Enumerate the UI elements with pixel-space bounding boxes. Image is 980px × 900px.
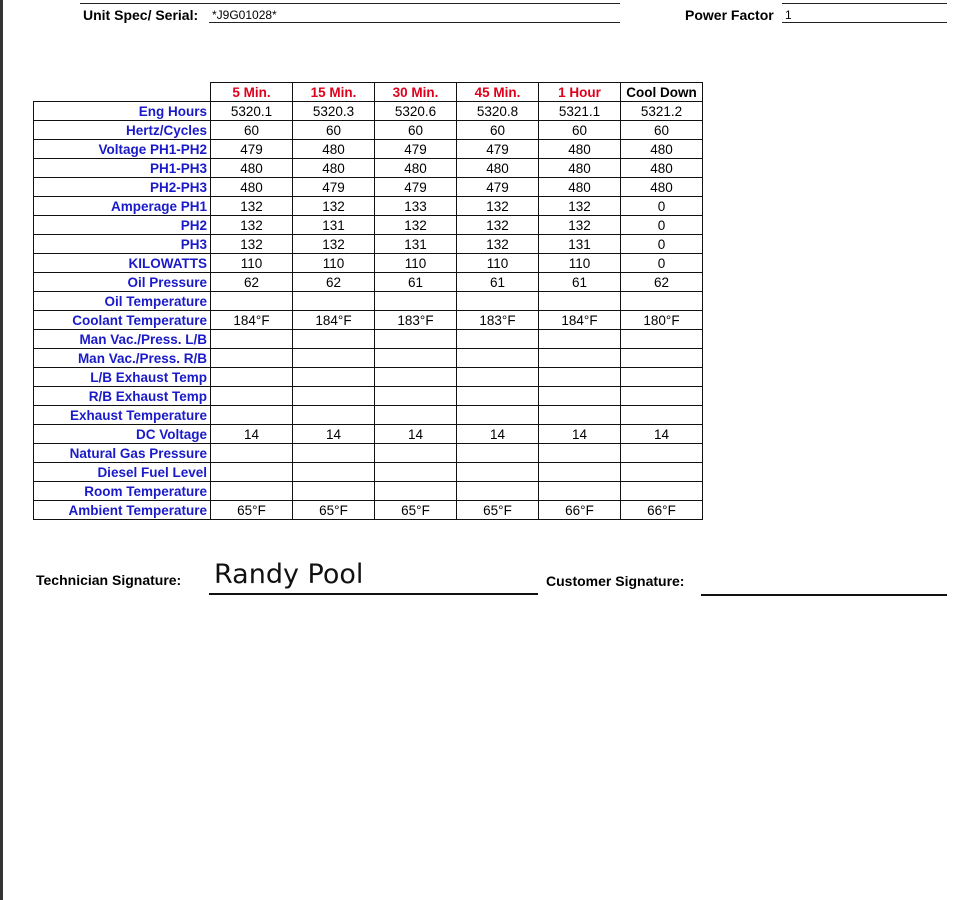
row-label: Diesel Fuel Level — [34, 463, 211, 482]
table-cell: 132 — [539, 216, 621, 235]
table-cell: 5321.1 — [539, 102, 621, 121]
table-cell: 5321.2 — [621, 102, 703, 121]
column-header: 15 Min. — [293, 83, 375, 102]
table-cell: 5320.1 — [211, 102, 293, 121]
table-cell: 65°F — [457, 501, 539, 520]
row-label: Room Temperature — [34, 482, 211, 501]
column-header: Cool Down — [621, 83, 703, 102]
table-cell: 480 — [293, 159, 375, 178]
table-cell — [539, 292, 621, 311]
table-cell — [293, 444, 375, 463]
table-cell — [375, 349, 457, 368]
table-cell: 110 — [293, 254, 375, 273]
table-cell — [375, 444, 457, 463]
column-header: 5 Min. — [211, 83, 293, 102]
table-cell: 132 — [457, 197, 539, 216]
table-cell: 65°F — [375, 501, 457, 520]
table-cell — [539, 406, 621, 425]
table-row — [34, 216, 703, 235]
table-cell — [539, 444, 621, 463]
technician-signature: Randy Pool — [214, 559, 364, 590]
table-cell: 110 — [457, 254, 539, 273]
table-cell — [457, 463, 539, 482]
row-label: Man Vac./Press. L/B — [34, 330, 211, 349]
table-row — [34, 273, 703, 292]
table-cell: 132 — [293, 235, 375, 254]
table-cell — [539, 482, 621, 501]
table-cell — [457, 349, 539, 368]
table-cell: 480 — [375, 159, 457, 178]
table-cell: 132 — [211, 216, 293, 235]
table-cell — [375, 463, 457, 482]
table-cell: 480 — [539, 140, 621, 159]
table-row — [34, 406, 703, 425]
table-cell — [539, 387, 621, 406]
table-cell — [457, 482, 539, 501]
table-cell: 180°F — [621, 311, 703, 330]
table-cell: 479 — [457, 178, 539, 197]
top-rule-left — [80, 3, 620, 4]
table-cell — [293, 463, 375, 482]
row-label: Amperage PH1 — [34, 197, 211, 216]
table-cell — [457, 406, 539, 425]
row-label: Voltage PH1-PH2 — [34, 140, 211, 159]
table-cell — [293, 292, 375, 311]
unit-spec-value: *J9G01028* — [209, 7, 620, 23]
table-cell — [539, 463, 621, 482]
table-cell: 131 — [539, 235, 621, 254]
row-label: KILOWATTS — [34, 254, 211, 273]
table-cell — [457, 387, 539, 406]
table-cell: 480 — [211, 178, 293, 197]
table-cell: 480 — [539, 159, 621, 178]
table-cell: 61 — [375, 273, 457, 292]
table-cell: 132 — [211, 197, 293, 216]
power-factor-value: 1 — [782, 7, 947, 23]
row-label: DC Voltage — [34, 425, 211, 444]
table-cell: 479 — [457, 140, 539, 159]
unit-spec-label: Unit Spec/ Serial: — [83, 7, 199, 23]
row-label: PH1-PH3 — [34, 159, 211, 178]
table-cell — [457, 292, 539, 311]
table-row — [34, 463, 703, 482]
table-cell: 14 — [375, 425, 457, 444]
table-row — [34, 368, 703, 387]
table-cell: 65°F — [211, 501, 293, 520]
table-cell — [211, 406, 293, 425]
page-left-border — [0, 0, 3, 900]
table-cell — [211, 463, 293, 482]
table-cell: 131 — [375, 235, 457, 254]
table-row — [34, 102, 703, 121]
table-cell: 110 — [539, 254, 621, 273]
table-cell — [293, 330, 375, 349]
table-cell: 480 — [211, 159, 293, 178]
table-cell — [621, 406, 703, 425]
table-cell: 60 — [539, 121, 621, 140]
row-label: L/B Exhaust Temp — [34, 368, 211, 387]
table-cell: 14 — [457, 425, 539, 444]
table-cell — [211, 368, 293, 387]
generator-readings-table — [33, 82, 703, 520]
row-label: Coolant Temperature — [34, 311, 211, 330]
table-cell: 480 — [457, 159, 539, 178]
table-cell: 0 — [621, 197, 703, 216]
table-cell: 5320.3 — [293, 102, 375, 121]
table-row — [34, 425, 703, 444]
table-header-row — [34, 83, 703, 102]
row-label: PH2 — [34, 216, 211, 235]
table-cell — [621, 482, 703, 501]
table-cell: 60 — [457, 121, 539, 140]
table-cell: 60 — [375, 121, 457, 140]
table-cell: 132 — [457, 235, 539, 254]
table-cell — [293, 387, 375, 406]
technician-signature-label: Technician Signature: — [36, 572, 182, 588]
table-cell — [621, 444, 703, 463]
table-cell: 0 — [621, 254, 703, 273]
table-cell: 14 — [621, 425, 703, 444]
table-cell: 184°F — [293, 311, 375, 330]
table-cell: 184°F — [211, 311, 293, 330]
column-header: 30 Min. — [375, 83, 457, 102]
row-label: R/B Exhaust Temp — [34, 387, 211, 406]
table-cell: 183°F — [375, 311, 457, 330]
table-row — [34, 140, 703, 159]
table-row — [34, 387, 703, 406]
table-cell: 62 — [621, 273, 703, 292]
table-cell — [539, 349, 621, 368]
table-cell: 14 — [539, 425, 621, 444]
table-cell: 60 — [621, 121, 703, 140]
table-cell — [293, 406, 375, 425]
table-cell — [457, 368, 539, 387]
table-cell — [539, 368, 621, 387]
table-cell — [211, 482, 293, 501]
table-row — [34, 349, 703, 368]
column-header: 1 Hour — [539, 83, 621, 102]
table-cell: 132 — [457, 216, 539, 235]
table-cell: 479 — [293, 178, 375, 197]
table-cell: 14 — [211, 425, 293, 444]
row-label: Hertz/Cycles — [34, 121, 211, 140]
table-cell — [621, 387, 703, 406]
table-cell — [211, 292, 293, 311]
row-label: PH2-PH3 — [34, 178, 211, 197]
table-cell: 0 — [621, 216, 703, 235]
table-row — [34, 159, 703, 178]
table-cell: 132 — [539, 197, 621, 216]
power-factor-label: Power Factor — [685, 7, 774, 23]
table-row — [34, 292, 703, 311]
table-cell: 480 — [293, 140, 375, 159]
table-cell: 5320.6 — [375, 102, 457, 121]
table-cell: 480 — [621, 159, 703, 178]
table-cell — [621, 463, 703, 482]
table-cell — [621, 349, 703, 368]
row-label: Man Vac./Press. R/B — [34, 349, 211, 368]
table-cell — [375, 368, 457, 387]
table-cell: 61 — [539, 273, 621, 292]
table-cell — [293, 349, 375, 368]
table-cell — [211, 444, 293, 463]
table-cell: 14 — [293, 425, 375, 444]
table-cell: 0 — [621, 235, 703, 254]
table-cell — [375, 330, 457, 349]
table-cell — [621, 368, 703, 387]
table-cell: 62 — [293, 273, 375, 292]
table-row — [34, 254, 703, 273]
header-corner — [34, 83, 211, 102]
row-label: Oil Temperature — [34, 292, 211, 311]
table-cell: 66°F — [621, 501, 703, 520]
customer-signature-line — [701, 594, 947, 596]
row-label: Ambient Temperature — [34, 501, 211, 520]
row-label: Oil Pressure — [34, 273, 211, 292]
top-rule-right — [782, 3, 947, 4]
table-row — [34, 330, 703, 349]
table-cell: 184°F — [539, 311, 621, 330]
table-cell: 480 — [621, 178, 703, 197]
table-cell — [621, 292, 703, 311]
table-cell: 110 — [375, 254, 457, 273]
table-row — [34, 235, 703, 254]
table-cell: 5320.8 — [457, 102, 539, 121]
table-row — [34, 444, 703, 463]
table-cell: 480 — [539, 178, 621, 197]
table-row — [34, 178, 703, 197]
customer-signature-label: Customer Signature: — [546, 573, 685, 589]
table-cell: 66°F — [539, 501, 621, 520]
table-cell: 133 — [375, 197, 457, 216]
table-cell: 132 — [293, 197, 375, 216]
table-cell — [293, 482, 375, 501]
table-cell: 479 — [375, 140, 457, 159]
table-cell: 60 — [293, 121, 375, 140]
table-cell: 131 — [293, 216, 375, 235]
column-header: 45 Min. — [457, 83, 539, 102]
table-cell: 62 — [211, 273, 293, 292]
table-cell: 60 — [211, 121, 293, 140]
table-cell — [211, 387, 293, 406]
table-row — [34, 121, 703, 140]
table-cell — [457, 330, 539, 349]
table-cell — [539, 330, 621, 349]
row-label: Exhaust Temperature — [34, 406, 211, 425]
table-cell: 132 — [375, 216, 457, 235]
table-cell — [375, 406, 457, 425]
table-row — [34, 482, 703, 501]
table-cell: 479 — [211, 140, 293, 159]
table-row — [34, 501, 703, 520]
table-row — [34, 311, 703, 330]
table-cell — [375, 482, 457, 501]
table-cell: 479 — [375, 178, 457, 197]
table-cell — [375, 387, 457, 406]
table-cell: 132 — [211, 235, 293, 254]
row-label: Natural Gas Pressure — [34, 444, 211, 463]
technician-signature-line — [209, 593, 538, 595]
table-cell — [211, 349, 293, 368]
table-cell — [621, 330, 703, 349]
row-label: PH3 — [34, 235, 211, 254]
table-cell: 110 — [211, 254, 293, 273]
table-cell: 61 — [457, 273, 539, 292]
table-cell — [375, 292, 457, 311]
table-cell: 480 — [621, 140, 703, 159]
table-cell — [293, 368, 375, 387]
table-cell: 183°F — [457, 311, 539, 330]
table-cell: 65°F — [293, 501, 375, 520]
table-cell — [211, 330, 293, 349]
row-label: Eng Hours — [34, 102, 211, 121]
table-cell — [457, 444, 539, 463]
table-body — [34, 102, 703, 520]
table-row — [34, 197, 703, 216]
